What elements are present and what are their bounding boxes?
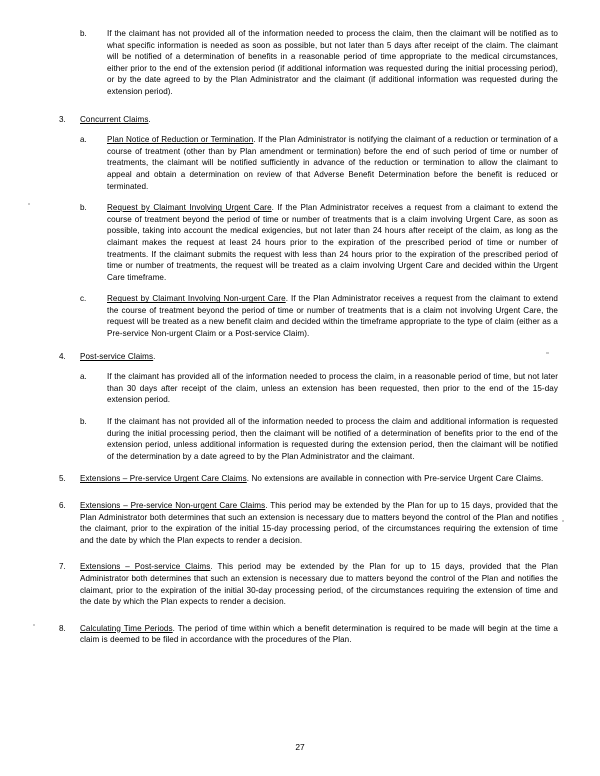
item-text: . If the Plan Administrator receives a request from a claimant to extend the course of treatment beyond the period of time or number of treatments that is a claim involving Urgent Care, as soon as possible, taking into account the medical exigencies, but not later than 24 hours after receipt of the claim, as long as the claimant makes the request at least 24 hours prior to the expiration of the prescribed period of time or number of treatments. If the claimant submits the request with less than 24 hours prior to the expiration of the prescribed period of time or number of treatments, the request will be treated as a claim involving Urgent Care and decided within the Urgent Care timeframe. xyxy=(107,203,558,282)
list-item xyxy=(42,473,558,485)
list-item xyxy=(80,134,558,192)
list-item xyxy=(80,416,558,462)
scan-speck xyxy=(562,520,564,522)
item-text: . The period of time within which a benefit determination is required to be made will begin at the time a claim is deemed to be filed in accordance with the procedures of the Plan. xyxy=(80,623,558,645)
item-heading: Extensions – Pre-service Urgent Care Claims xyxy=(80,474,247,484)
item-heading: Calculating Time Periods xyxy=(80,623,173,633)
item-text: . If the Plan Administrator is notifying the claimant of a reduction or termination of a course of treatment (other than by Plan amendment or termination) before the end of such period of time or number of treatments, the claimant will be notified sufficiently in advance of the reduction or termination to allow the claimant to appeal and obtain a determination on review of that Adverse Benefit Determination before the benefit is reduced or terminated. xyxy=(107,135,558,191)
item-heading: Request by Claimant Involving Urgent Care xyxy=(107,203,272,213)
list-item xyxy=(42,623,558,646)
sublist xyxy=(80,371,558,462)
item-text: . This period may be extended by the Plan for up to 15 days, provided that the Plan Administrator both determines that such an extension is necessary due to matters beyond the control of the Plan and notifies the claimant, prior to the expiration of the initial 30-day processing period, of the circumstances requiring the extension of time and the date by which the Plan expects to render a decision. xyxy=(80,562,558,607)
paragraph-text xyxy=(80,114,558,126)
list-item xyxy=(42,500,558,546)
paragraph-text: If the claimant has provided all of the information needed to process the claim, in a reasonable period of time, but not later than 30 days after receipt of the claim, unless an extension has been requested, then prior to the end of the 15-day extension period. xyxy=(107,372,558,405)
item-text: . If the Plan Administrator receives a request from the claimant to extend the course of treatment beyond the period of time or number of treatments that is a claim not involving Urgent Care, the request will be treated as a new benefit claim and decided within the timeframe appropriate to the type of claim (either as a Pre-service Non-urgent Claim or a Post-service Claim). xyxy=(107,294,558,339)
list-marker: b. xyxy=(80,29,87,38)
paragraph-text xyxy=(107,293,558,339)
list-marker: c. xyxy=(80,294,87,304)
item-heading: Plan Notice of Reduction or Termination xyxy=(107,135,254,145)
item-heading: Post-service Claims xyxy=(80,351,154,361)
item-text: . This period may be extended by the Plan for up to 15 days, provided that the Plan Administrator both determines that such an extension is necessary due to matters beyond the control of the Plan and notifies the claimant, prior to the expiration of the initial 15-day processing period, of the circumstances requiring the extension of time and the date by which the Plan expects to render a decision. xyxy=(80,501,558,545)
list-marker: b. xyxy=(80,417,87,427)
list-item xyxy=(42,351,558,463)
item-heading: Request by Claimant Involving Non-urgent Care xyxy=(107,294,286,304)
paragraph-text: If the claimant has not provided all of the information needed to process the claim and additional information is requested during the initial processing period, then the claimant will be notified of a determination of benefits prior to the end of the extension period, unless additional information is requested during the extension period, then the claimant will be notified of the determination by a date agreed to by the Plan Administrator and the claimant. xyxy=(107,417,558,461)
item-heading-tail: . xyxy=(153,351,156,361)
list-marker: 5. xyxy=(59,474,66,484)
list-item xyxy=(42,561,558,607)
list-item xyxy=(80,371,558,406)
paragraph-text xyxy=(107,134,558,192)
item-heading: Concurrent Claims xyxy=(80,114,149,124)
list-item-body xyxy=(80,623,558,646)
list-item-body xyxy=(80,114,558,340)
item-heading: Extensions – Post-service Claims xyxy=(80,562,211,572)
list-marker: 3. xyxy=(59,114,66,124)
list-item xyxy=(80,202,558,283)
list-marker: a. xyxy=(80,135,87,145)
scan-speck xyxy=(28,203,30,205)
paragraph-text: If the claimant has not provided all of the information needed to process the claim, then the claimant will be notified as to what specific information is needed as soon as possible, but not later than 5 days after receipt of the claim. The claimant will be notified of a determination of benefits in a reasonable period of time appropriate to the medical circumstances, either prior to the end of the extension period (if additional information was requested during the initial processing period), or by the date agreed to by the Plan Administrator and the claimant (if additional information was requested during the extension period). xyxy=(107,29,558,96)
list-item xyxy=(42,114,558,340)
item-text: . No extensions are available in connection with Pre-service Urgent Care Claims. xyxy=(246,474,544,484)
paragraph-text xyxy=(80,351,558,363)
paragraph-text xyxy=(107,202,558,283)
item-heading: Extensions – Pre-service Non-urgent Care Claims xyxy=(80,501,266,510)
list-marker: 8. xyxy=(59,623,66,633)
sublist xyxy=(80,134,558,340)
page-number: 27 xyxy=(295,742,305,752)
item-heading-tail: . xyxy=(148,114,151,124)
list-marker: 7. xyxy=(59,562,66,572)
list-marker: a. xyxy=(80,372,87,382)
paragraph-text xyxy=(80,500,558,546)
paragraph-text xyxy=(80,473,558,485)
paragraph-text xyxy=(80,623,558,646)
list-marker: 4. xyxy=(59,351,66,361)
list-item-body xyxy=(80,561,558,607)
list-item-body xyxy=(80,351,558,463)
list-item xyxy=(80,28,558,98)
list-marker: b. xyxy=(80,203,87,213)
paragraph-text xyxy=(80,561,558,607)
list-item-body xyxy=(80,473,558,485)
list-item xyxy=(80,293,558,339)
list-item-body xyxy=(80,500,558,546)
scan-speck xyxy=(33,624,35,626)
list-marker: 6. xyxy=(59,501,66,510)
